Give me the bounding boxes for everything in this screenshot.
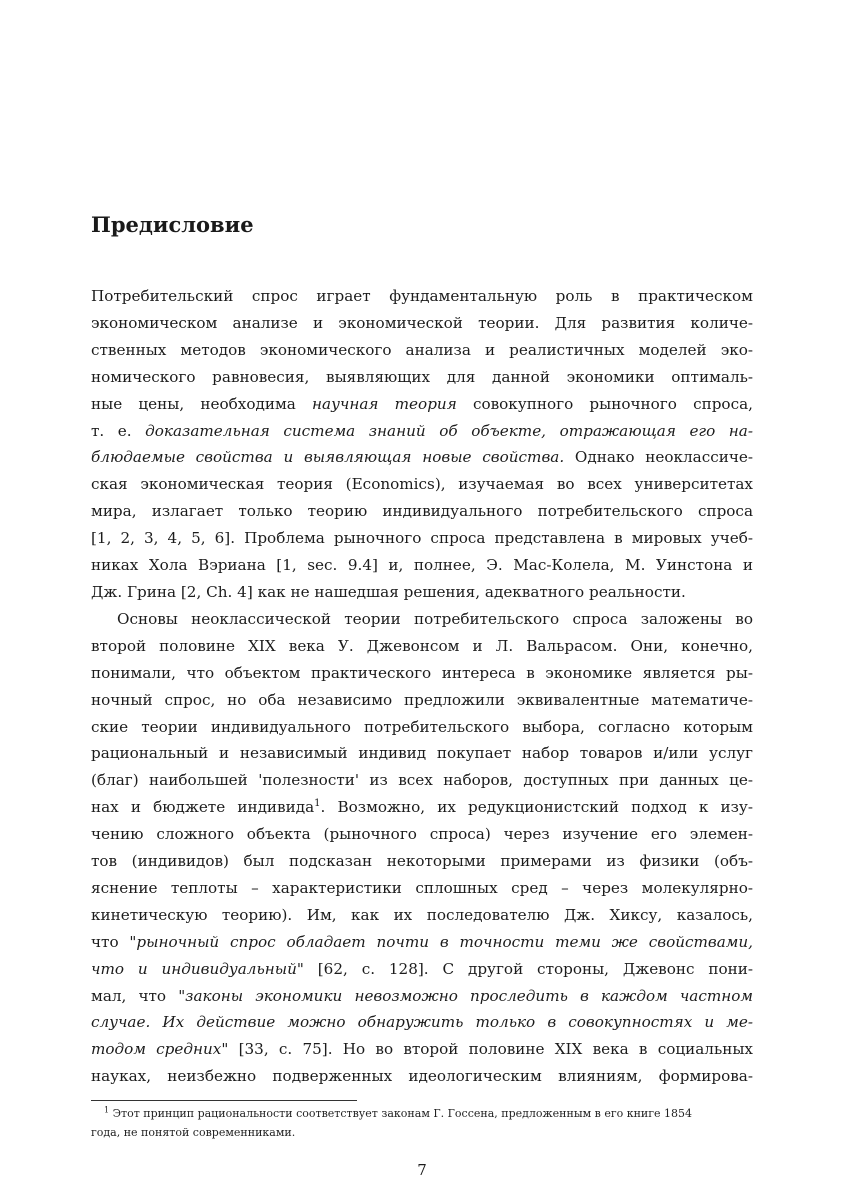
text-line: мал, что "законы экономики невозможно проследить в каждом частном — [91, 986, 753, 1005]
italic-quote: тодом средних" — [91, 1040, 229, 1059]
text-line: ные цены, необходима научная теория совокупного рыночного спроса, — [91, 394, 753, 413]
italic-term: научная теория — [312, 394, 457, 413]
italic-quote: "законы экономики невозможно проследить в каждом частном — [178, 986, 753, 1005]
footnote-line: года, не понятой современниками. — [91, 1126, 296, 1139]
text-line: ственных методов экономического анализа и реалистичных моделей эко- — [91, 340, 753, 359]
footnote — [91, 1104, 753, 1142]
footnote-line: $^1$ Этот принцип рациональности соответствует законам Г. Госсена, предложенным в его книге 1854 — [104, 1105, 693, 1120]
paragraph-2 — [91, 606, 753, 1090]
section-heading: Предисловие — [91, 212, 254, 237]
text-line: экономическом анализе и экономической теории. Для развития количе- — [91, 313, 753, 332]
text-line: второй половине XIX века У. Джевонсом и Л. Вальрасом. Они, конечно, — [91, 636, 753, 655]
page-number: 7 — [417, 1161, 427, 1179]
text-line: кинетическую теорию). Им, как их последователю Дж. Хиксу, казалось, — [91, 905, 753, 924]
footnote-reference: 1 — [314, 798, 321, 810]
text-line: тов (индивидов) был подсказан некоторыми примерами из физики (объ- — [91, 852, 753, 871]
text-line: что и индивидуальный" [62, с. 128]. С другой стороны, Джевонс пони- — [91, 959, 754, 978]
italic-quote: "рыночный спрос обладает почти в точности теми же свойствами, — [129, 932, 753, 951]
text-line: ночный спрос, но оба независимо предложили эквивалентные математиче- — [91, 690, 753, 709]
text-line: никах Хола Вэриана [1, sec. 9.4] и, полнее, Э. Мас-Колела, М. Уинстона и — [91, 556, 753, 575]
text-line: Основы неоклассической теории потребительского спроса заложены во — [117, 609, 753, 628]
italic-quote: что и индивидуальный" — [91, 959, 304, 978]
paragraph-1 — [91, 283, 753, 606]
text-line: науках, неизбежно подверженных идеологическим влияниям, формирова- — [91, 1067, 753, 1086]
main-text — [91, 283, 753, 1090]
text-line: чению сложного объекта (рыночного спроса) через изучение его элемен- — [91, 825, 753, 844]
text-line: Дж. Грина [2, Ch. 4] как не нашедшая решения, адекватного реальности. — [91, 582, 686, 601]
text-line: рациональный и независимый индивид покупает набор товаров и/или услуг — [91, 744, 753, 763]
text-line: ская экономическая теория (Economics), изучаемая во всех университетах — [91, 475, 753, 494]
text-line — [91, 1009, 753, 1036]
italic-definition: доказательная система знаний об объекте, отражающая его на- — [145, 421, 753, 440]
text-line: что "рыночный спрос обладает почти в точности теми же свойствами, — [91, 932, 753, 951]
text-line: блюдаемые свойства и выявляющая новые свойства. Однако неоклассиче- — [91, 448, 754, 467]
footnote-mark: 1 — [104, 1105, 110, 1115]
text-line: ские теории индивидуального потребительского выбора, согласно которым — [91, 717, 753, 736]
italic-quote: случае. Их действие можно обнаружить только в совокупностях и ме- — [91, 1013, 753, 1032]
text-line: (благ) наибольшей 'полезности' из всех наборов, доступных при данных це- — [91, 771, 753, 790]
text-line: Потребительский спрос играет фундаментальную роль в практическом — [91, 287, 753, 305]
text-line: понимали, что объектом практического интереса в экономике является ры- — [91, 663, 753, 682]
text-line: номического равновесия, выявляющих для данной экономики оптималь- — [91, 367, 753, 386]
text-line: нах и бюджете индивида$^1$. Возможно, их редукционистский подход к изу- — [91, 798, 754, 817]
text-line: [1, 2, 3, 4, 5, 6]. Проблема рыночного спроса представлена в мировых учеб- — [91, 529, 753, 548]
italic-definition: блюдаемые свойства и выявляющая новые свойства. — [91, 448, 565, 467]
text-line: тодом средних" [33, с. 75]. Но во второй половине XIX века в социальных — [91, 1040, 753, 1059]
text-line: мира, излагает только теорию индивидуального потребительского спроса — [91, 502, 753, 521]
text-line: яснение теплоты – характеристики сплошных сред – через молекулярно- — [91, 878, 753, 897]
text-line: т. е. доказательная система знаний об объекте, отражающая его на- — [91, 421, 753, 440]
footnote-divider — [91, 1100, 357, 1101]
